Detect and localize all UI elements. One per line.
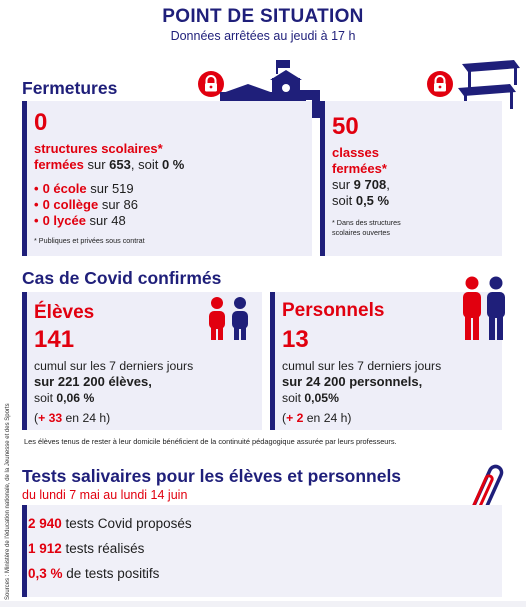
- eleves-total: sur 221 200 élèves,: [34, 374, 152, 389]
- list-item: • 0 lycée sur 48: [34, 213, 126, 228]
- personnels-count: 13: [282, 326, 309, 353]
- section-title-covid: Cas de Covid confirmés: [22, 268, 222, 288]
- classes-total: sur 9 708,: [332, 177, 390, 192]
- structures-ratio: fermées sur 653, soit 0 %: [34, 157, 185, 172]
- structures-list: [34, 181, 184, 229]
- tests-done: 1 912 tests réalisés: [28, 541, 145, 556]
- classes-label: classes: [332, 145, 379, 160]
- card-structures: [22, 101, 312, 256]
- structures-note: * Publiques et privées sous contrat: [34, 236, 145, 245]
- personnels-delta: (+ 2 en 24 h): [282, 411, 352, 425]
- tests-proposed: 2 940 tests Covid proposés: [28, 516, 192, 531]
- footer-strip: [0, 601, 526, 607]
- card-accent-bar: [22, 101, 27, 256]
- list-item: • 0 collège sur 86: [34, 197, 138, 212]
- section-title-tests: Tests salivaires pour les élèves et personnels: [22, 466, 402, 486]
- person-icon: [460, 276, 508, 342]
- classes-note-1: * Dans des structures: [332, 218, 401, 227]
- personnels-total: sur 24 200 personnels,: [282, 374, 423, 389]
- eleves-percent: soit 0,06 %: [34, 391, 95, 405]
- eleves-delta: (+ 33 en 24 h): [34, 411, 111, 425]
- list-item: • 0 école sur 519: [34, 181, 134, 196]
- card-accent-bar: [320, 101, 325, 256]
- structures-label: structures scolaires*: [34, 141, 163, 156]
- eleves-label: Élèves: [34, 302, 95, 323]
- sources-text: Sources : Ministère de l'éducation nationale, de la Jeunesse et des Sports: [5, 403, 11, 600]
- personnels-percent: soit 0,05%: [282, 391, 339, 405]
- tests-period: du lundi 7 mai au lundi 14 juin: [22, 488, 188, 502]
- classes-count: 50: [332, 113, 359, 140]
- personnels-cumul: cumul sur les 7 derniers jours: [282, 359, 442, 373]
- covid-footnote: Les élèves tenus de rester à leur domicile bénéficient de la continuité pédagogique assurée par leurs professeurs.: [24, 437, 397, 446]
- eleves-cumul: cumul sur les 7 derniers jours: [34, 359, 194, 373]
- structures-count: 0: [34, 109, 48, 136]
- personnels-label: Personnels: [282, 300, 385, 321]
- card-accent-bar: [22, 292, 27, 430]
- card-accent-bar: [22, 505, 27, 597]
- card-accent-bar: [270, 292, 275, 430]
- card-classes: [320, 101, 502, 256]
- tests-positive: 0,3 % de tests positifs: [28, 566, 160, 581]
- classes-percent: soit 0,5 %: [332, 193, 390, 208]
- header: [0, 6, 526, 43]
- classes-closed-label: fermées*: [332, 161, 387, 176]
- person-icon: [205, 296, 253, 342]
- classes-note-2: scolaires ouvertes: [332, 227, 390, 237]
- page-title: POINT DE SITUATION: [162, 6, 364, 27]
- section-title-fermetures: Fermetures: [22, 78, 118, 98]
- eleves-count: 141: [34, 326, 75, 353]
- page-subtitle: Données arrêtées au jeudi à 17 h: [170, 29, 356, 43]
